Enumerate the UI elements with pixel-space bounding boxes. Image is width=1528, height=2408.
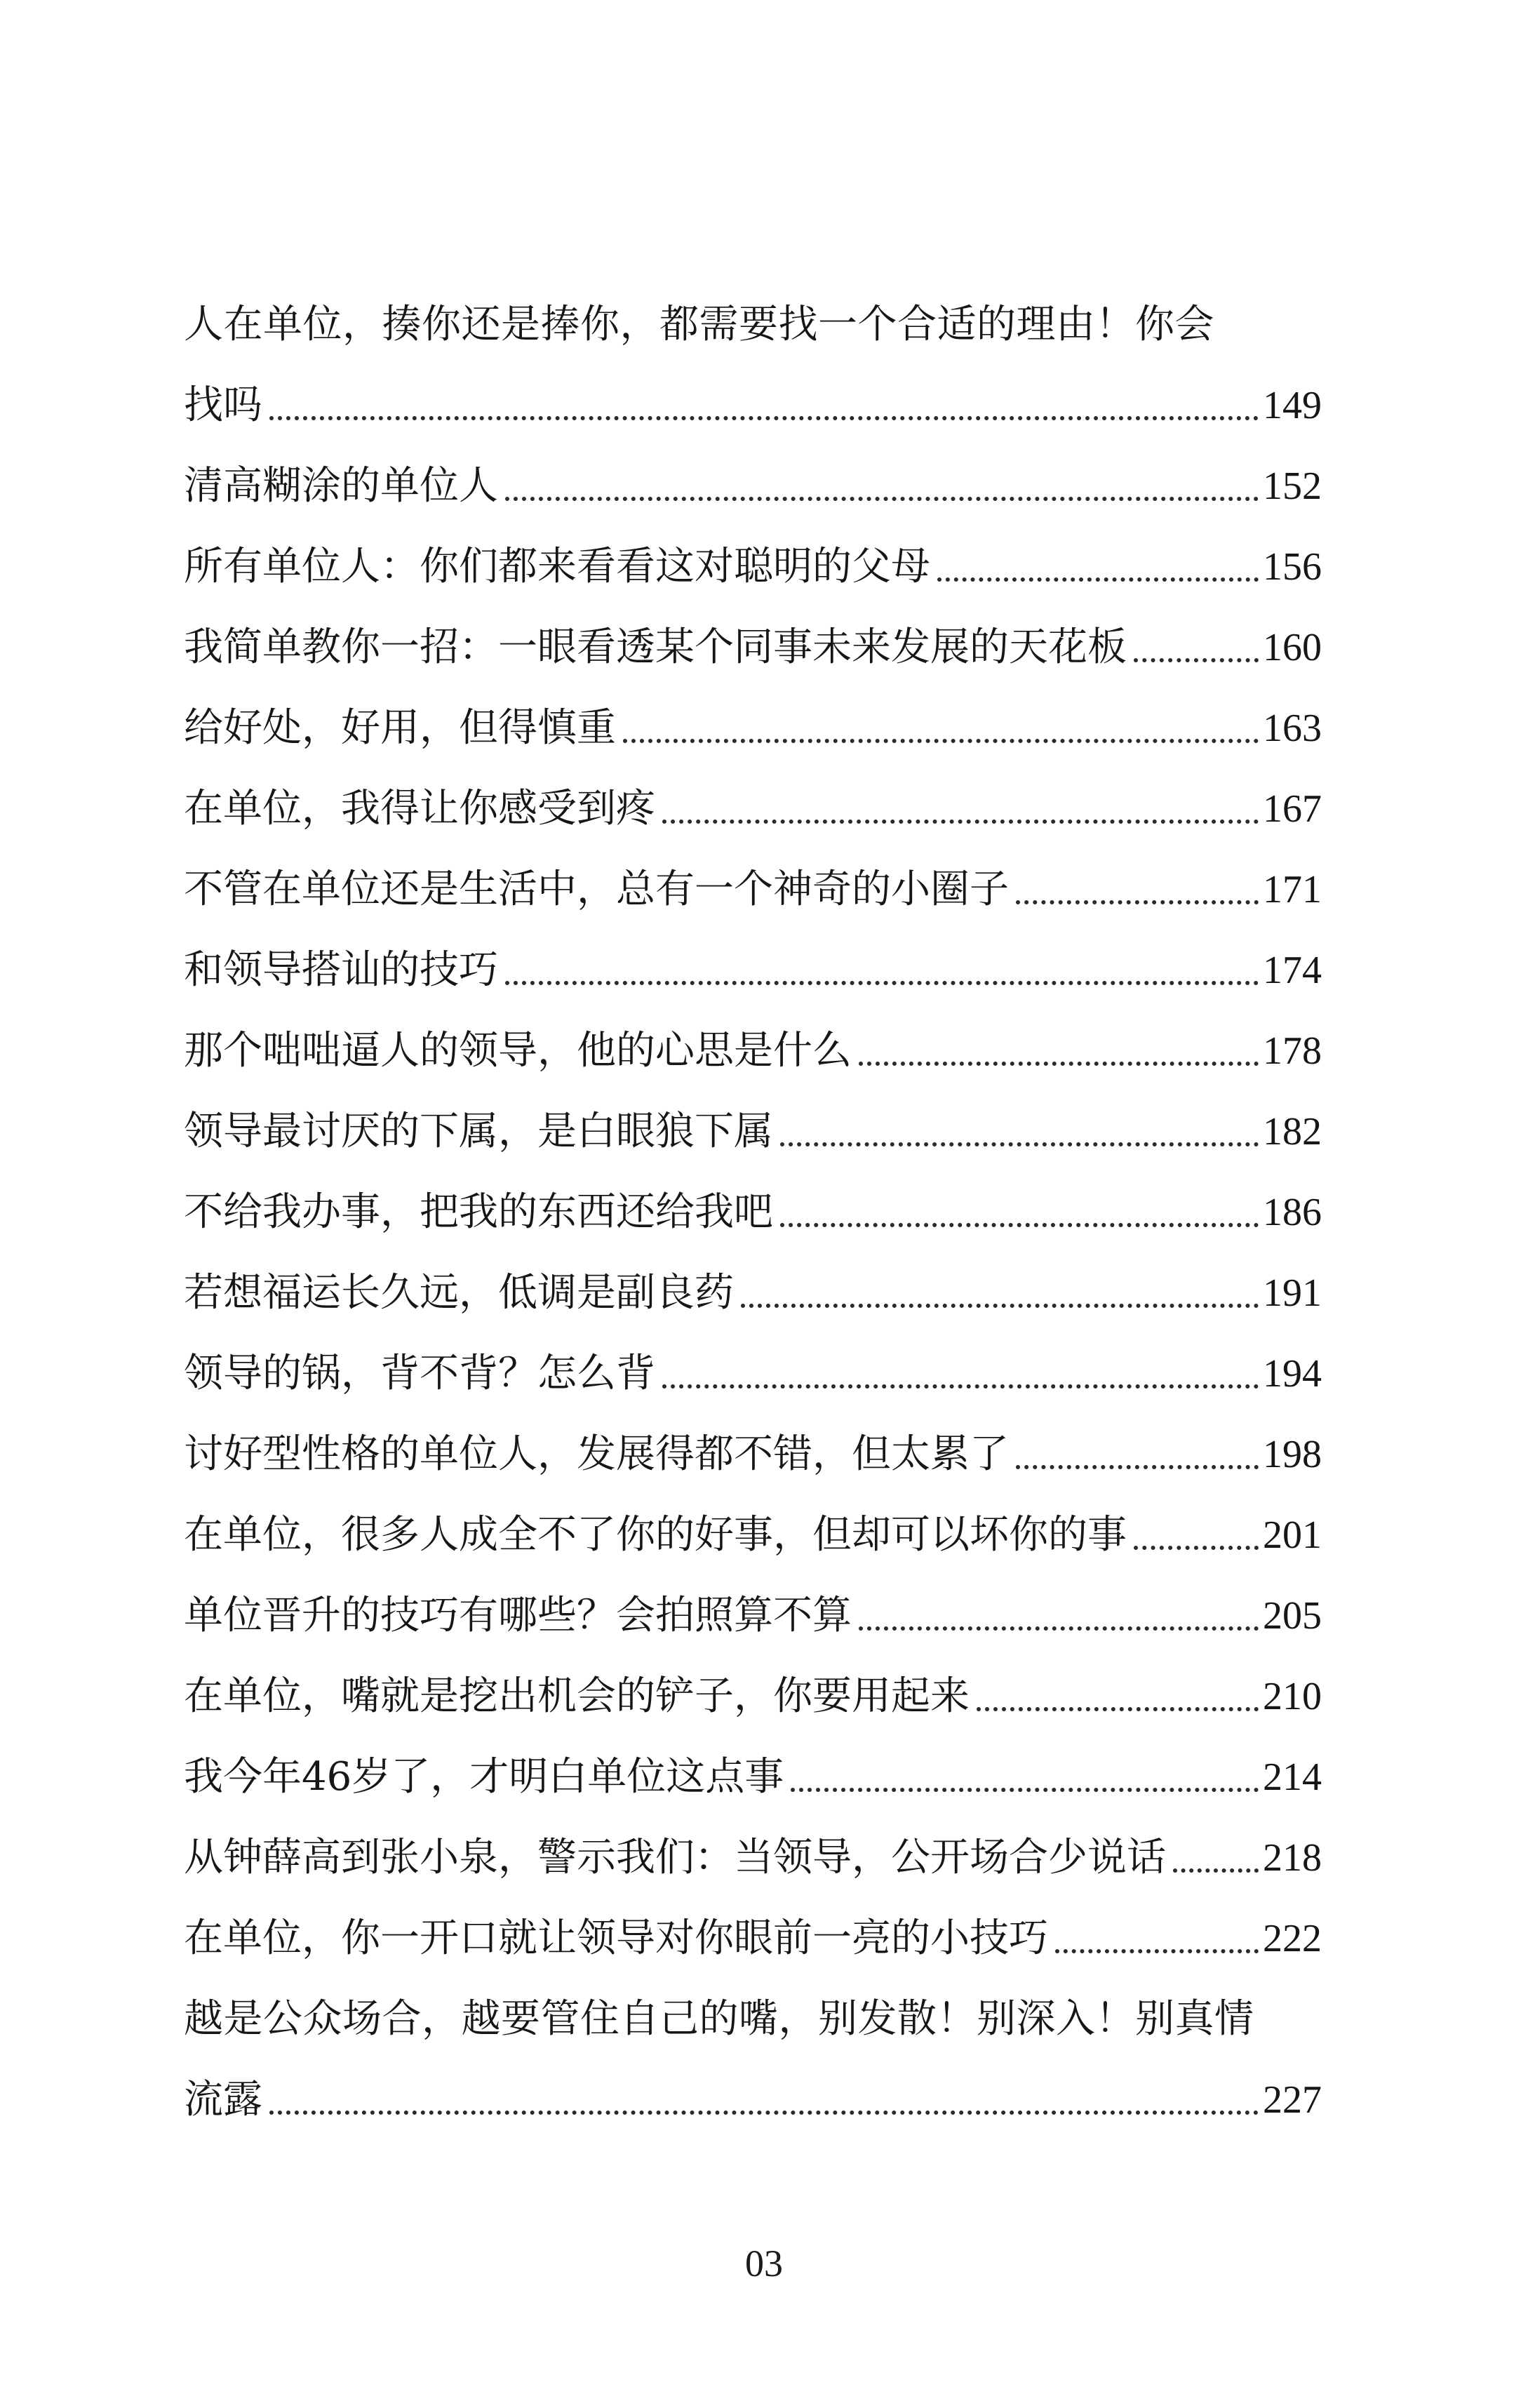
toc-entry-page: 214 <box>1263 1755 1322 1799</box>
dot-leader <box>1134 1546 1259 1550</box>
toc-entry-line <box>184 1091 1322 1172</box>
toc-entry-title: 我今年46岁了，才明白单位这点事 <box>184 1754 784 1800</box>
toc-entry-title: 在单位，我得让你感受到疼 <box>184 786 655 831</box>
toc-entry[interactable] <box>184 1172 1322 1252</box>
toc-entry-title: 和领导搭讪的技巧 <box>184 947 498 993</box>
toc-entry-line <box>184 1817 1322 1898</box>
toc-entry[interactable] <box>184 1091 1322 1172</box>
toc-entry-line <box>184 1494 1322 1575</box>
toc-entry-page: 186 <box>1263 1191 1322 1234</box>
toc-entry[interactable] <box>184 1979 1322 2140</box>
toc-entry[interactable] <box>184 1414 1322 1494</box>
toc-entry-page: 160 <box>1263 626 1322 669</box>
toc-entry[interactable] <box>184 1898 1322 1979</box>
toc-entry-page: 167 <box>1263 787 1322 831</box>
toc-entry-line <box>184 1252 1322 1333</box>
dot-leader <box>859 1062 1259 1066</box>
toc-entry-line <box>184 1737 1322 1817</box>
toc-entry-line <box>184 1575 1322 1656</box>
toc-entry-line <box>184 1010 1322 1091</box>
toc-entry-line <box>184 930 1322 1010</box>
toc-entry-title: 不给我办事，把我的东西还给我吧 <box>184 1189 773 1235</box>
toc-entry-line <box>184 1172 1322 1252</box>
table-of-contents <box>184 284 1322 2140</box>
toc-entry[interactable] <box>184 1737 1322 1817</box>
toc-entry-title: 流露 <box>184 2077 262 2122</box>
toc-entry-page: 191 <box>1263 1271 1322 1315</box>
toc-entry[interactable] <box>184 284 1322 446</box>
toc-entry-page: 174 <box>1263 949 1322 992</box>
toc-entry[interactable] <box>184 1010 1322 1091</box>
toc-entry-line <box>184 1898 1322 1979</box>
dot-leader <box>780 1223 1259 1227</box>
dot-leader <box>859 1626 1259 1631</box>
toc-entry-title: 领导的锅，背不背？怎么背 <box>184 1351 655 1396</box>
toc-entry-page: 218 <box>1263 1836 1322 1880</box>
toc-entry-page: 152 <box>1263 464 1322 508</box>
toc-entry-page: 222 <box>1263 1917 1322 1960</box>
toc-entry-page: 171 <box>1263 868 1322 911</box>
dot-leader <box>623 739 1259 743</box>
toc-entry-title: 那个咄咄逼人的领导，他的心思是什么 <box>184 1028 852 1073</box>
toc-entry[interactable] <box>184 1575 1322 1656</box>
toc-entry[interactable] <box>184 849 1322 930</box>
toc-entry-line <box>184 849 1322 930</box>
toc-entry-title: 在单位，嘴就是挖出机会的铲子，你要用起来 <box>184 1673 970 1719</box>
toc-entry[interactable] <box>184 1333 1322 1414</box>
toc-entry-title: 单位晋升的技巧有哪些？会拍照算不算 <box>184 1593 852 1638</box>
toc-entry-line <box>184 446 1322 526</box>
toc-entry[interactable] <box>184 688 1322 768</box>
toc-entry[interactable] <box>184 1252 1322 1333</box>
toc-entry-page: 210 <box>1263 1675 1322 1718</box>
toc-entry-page: 227 <box>1263 2078 1322 2122</box>
toc-entry[interactable] <box>184 607 1322 688</box>
toc-entry-title: 在单位，很多人成全不了你的好事，但却可以坏你的事 <box>184 1512 1127 1558</box>
toc-entry-page: 194 <box>1263 1352 1322 1396</box>
toc-entry-page: 149 <box>1263 384 1322 427</box>
dot-leader <box>741 1304 1259 1308</box>
toc-entry-line <box>184 768 1322 849</box>
toc-entry-title: 给好处，好用，但得慎重 <box>184 705 616 751</box>
toc-entry-title: 越是公众场合，越要管住自己的嘴，别发散！别深入！别真情 <box>184 1996 1254 2042</box>
toc-entry[interactable] <box>184 768 1322 849</box>
dot-leader <box>1055 1949 1259 1953</box>
toc-entry-title-line1 <box>184 284 1322 365</box>
toc-entry-page: 156 <box>1263 545 1322 589</box>
toc-entry-page: 201 <box>1263 1513 1322 1557</box>
dot-leader <box>269 2111 1259 2115</box>
toc-entry-line <box>184 365 1322 446</box>
toc-entry-page: 163 <box>1263 707 1322 750</box>
toc-entry-title: 清高糊涂的单位人 <box>184 463 498 509</box>
dot-leader <box>505 981 1259 985</box>
toc-entry-line <box>184 1333 1322 1414</box>
toc-entry-title: 我简单教你一招：一眼看透某个同事未来发展的天花板 <box>184 624 1127 670</box>
dot-leader <box>1134 658 1259 662</box>
page-number: 03 <box>745 2242 783 2285</box>
toc-entry-line <box>184 526 1322 607</box>
toc-entry-title: 从钟薛高到张小泉，警示我们：当领导，公开场合少说话 <box>184 1835 1166 1880</box>
toc-entry-title: 在单位，你一开口就让领导对你眼前一亮的小技巧 <box>184 1915 1048 1961</box>
dot-leader <box>662 820 1259 824</box>
toc-entry-line <box>184 1414 1322 1494</box>
dot-leader <box>977 1707 1259 1711</box>
toc-entry[interactable] <box>184 1817 1322 1898</box>
toc-entry[interactable] <box>184 526 1322 607</box>
dot-leader <box>1173 1868 1259 1873</box>
dot-leader <box>937 577 1259 582</box>
dot-leader <box>791 1788 1259 1792</box>
dot-leader <box>780 1142 1259 1146</box>
toc-entry-page: 205 <box>1263 1594 1322 1638</box>
toc-entry-title: 讨好型性格的单位人，发展得都不错，但太累了 <box>184 1431 1009 1477</box>
dot-leader <box>662 1384 1259 1389</box>
toc-entry[interactable] <box>184 930 1322 1010</box>
dot-leader <box>269 416 1259 420</box>
toc-entry-title: 所有单位人：你们都来看看这对聪明的父母 <box>184 544 930 589</box>
toc-entry-title: 找吗 <box>184 382 262 428</box>
toc-entry[interactable] <box>184 1494 1322 1575</box>
toc-entry-title: 不管在单位还是生活中，总有一个神奇的小圈子 <box>184 867 1009 912</box>
toc-entry-page: 198 <box>1263 1433 1322 1476</box>
dot-leader <box>1016 1465 1259 1469</box>
toc-entry-line <box>184 1656 1322 1737</box>
toc-entry-title: 人在单位，揍你还是捧你，都需要找一个合适的理由！你会 <box>184 302 1214 347</box>
dot-leader <box>1016 900 1259 904</box>
toc-entry-page: 182 <box>1263 1110 1322 1153</box>
toc-entry[interactable] <box>184 446 1322 526</box>
toc-entry-title: 若想福运长久远，低调是副良药 <box>184 1270 734 1316</box>
toc-entry-title-line1 <box>184 1979 1322 2059</box>
toc-entry-page: 178 <box>1263 1029 1322 1073</box>
toc-entry[interactable] <box>184 1656 1322 1737</box>
toc-entry-title: 领导最讨厌的下属，是白眼狼下属 <box>184 1109 773 1154</box>
toc-entry-line <box>184 2059 1322 2140</box>
toc-entry-line <box>184 688 1322 768</box>
dot-leader <box>505 497 1259 501</box>
toc-entry-line <box>184 607 1322 688</box>
